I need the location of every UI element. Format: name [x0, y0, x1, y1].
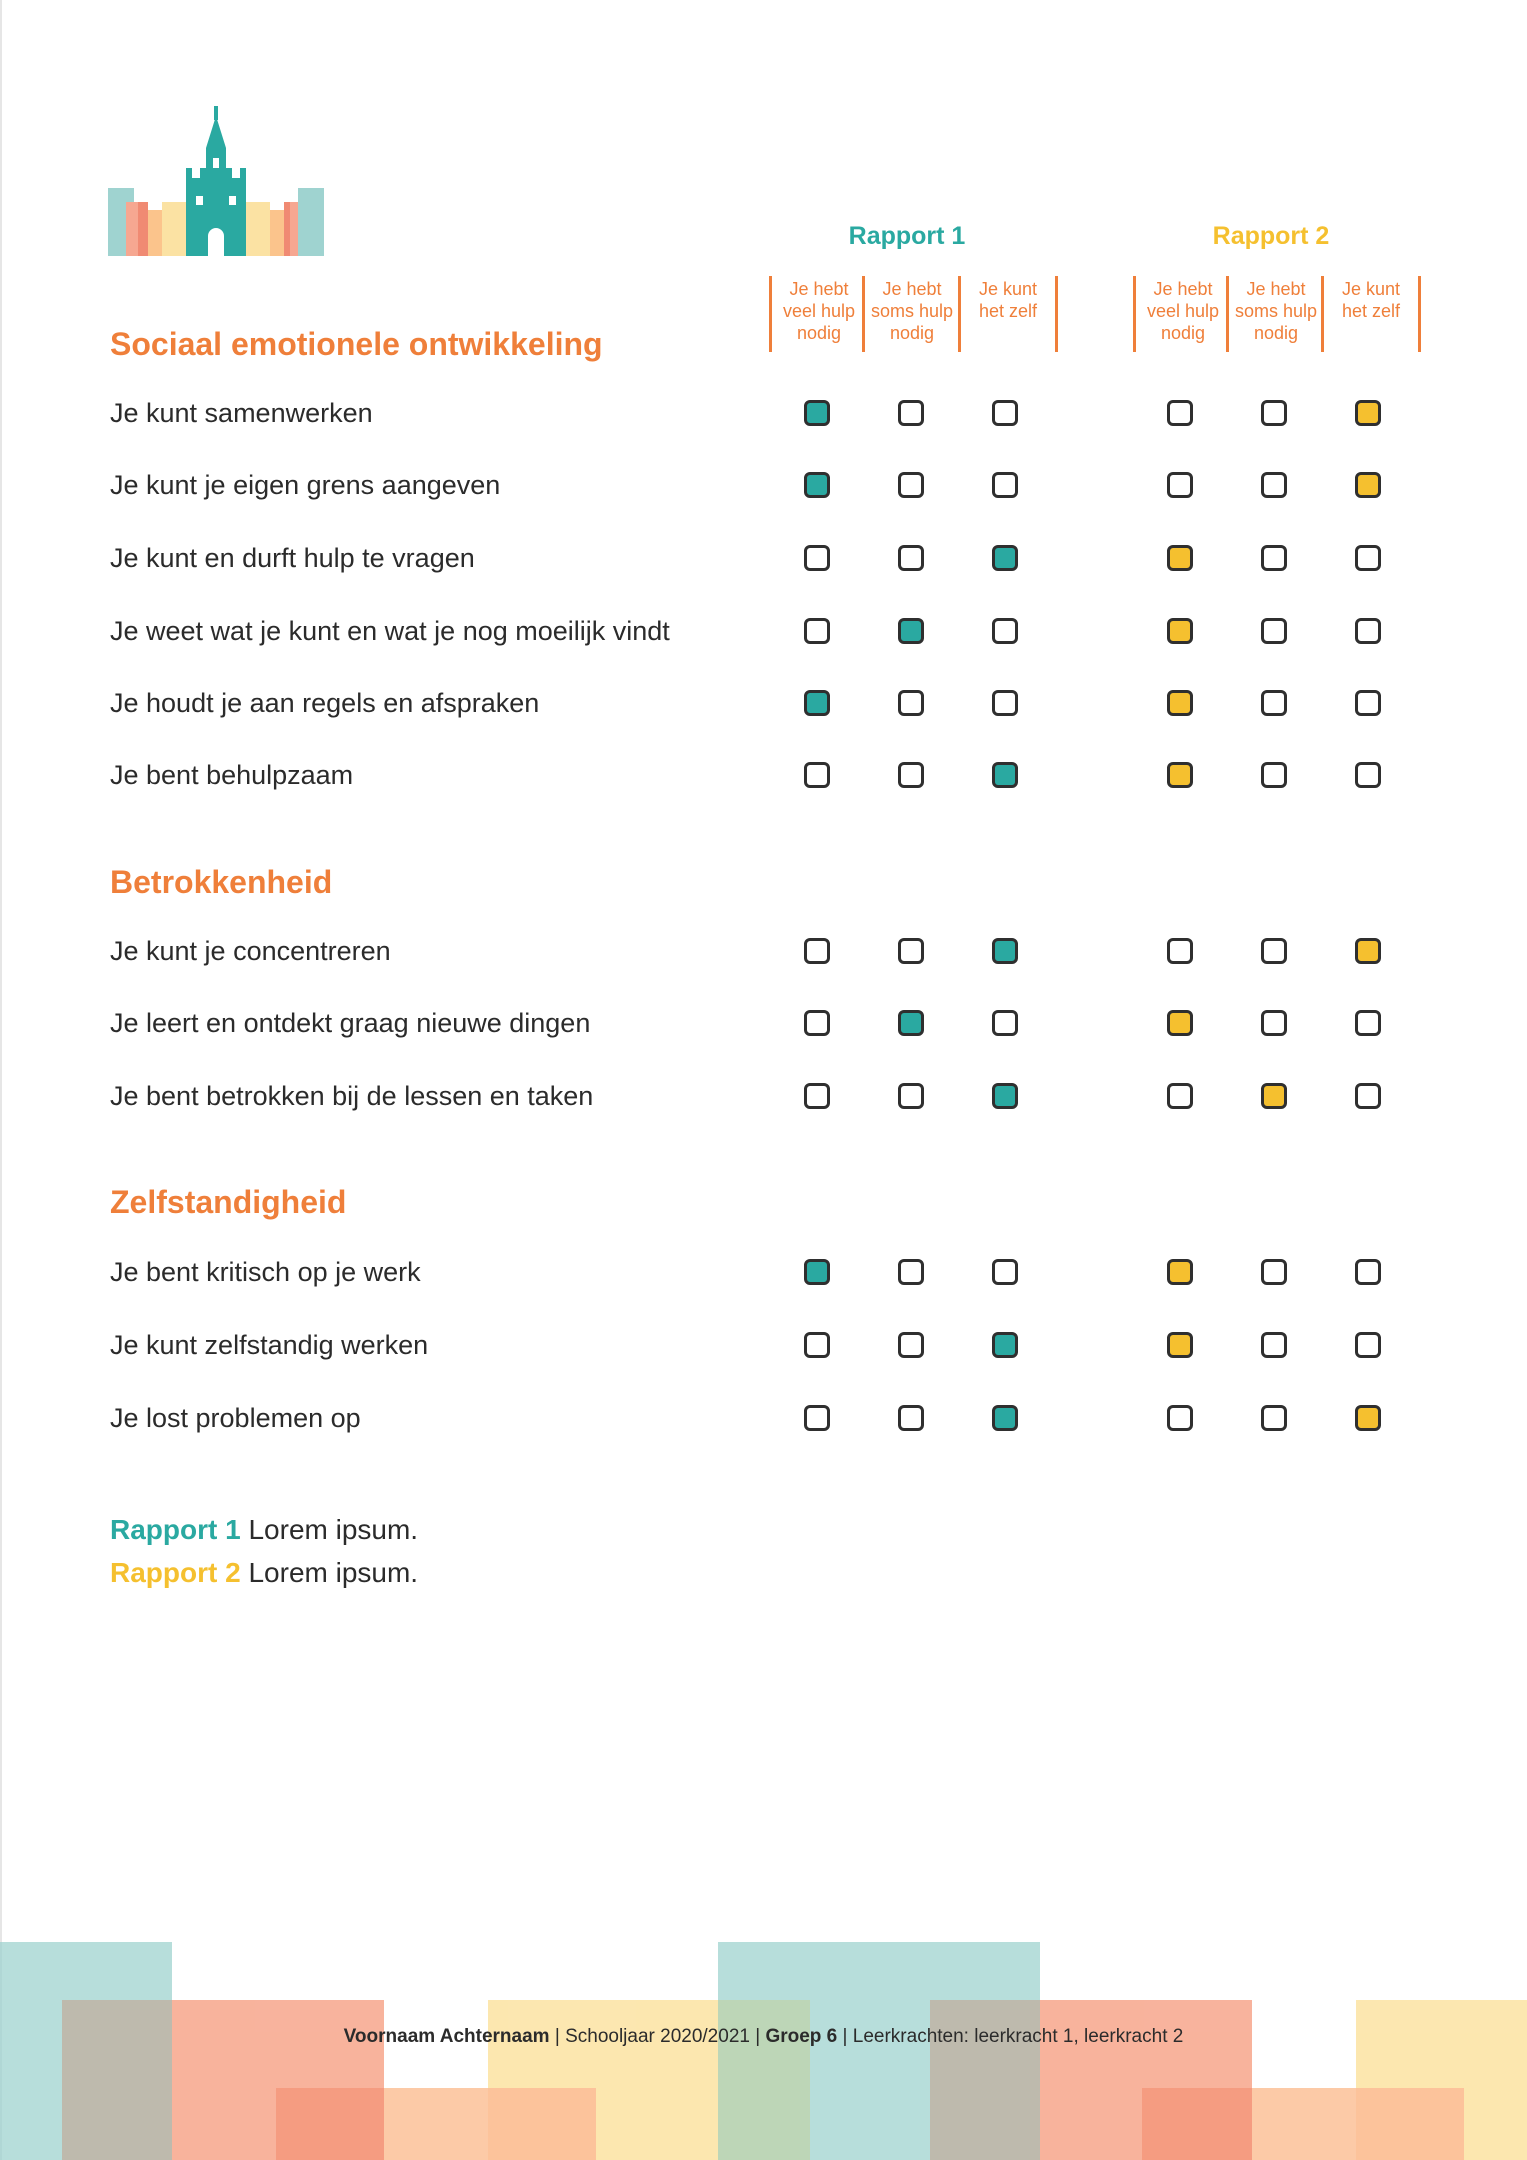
report-1-title: Rapport 1: [848, 222, 966, 250]
footer-separator: |: [749, 2026, 766, 2047]
checkbox-r1-col3-checked[interactable]: [992, 938, 1018, 964]
checkbox-r1-col2[interactable]: [898, 1259, 924, 1285]
checkbox-r1-col2[interactable]: [898, 545, 924, 571]
checkbox-r2-col1[interactable]: [1167, 1083, 1193, 1109]
checkbox-r2-col2[interactable]: [1261, 1010, 1287, 1036]
column-header-line: soms hulp: [1234, 301, 1318, 321]
checkbox-r1-col2[interactable]: [898, 1332, 924, 1358]
footer-separator: |: [549, 2026, 566, 2047]
column-header-line: nodig: [1253, 323, 1299, 343]
footer-group: Groep 6: [765, 2026, 838, 2047]
checkbox-r2-col1-checked[interactable]: [1167, 690, 1193, 716]
checkbox-r1-col2[interactable]: [898, 690, 924, 716]
checkbox-r2-col2[interactable]: [1261, 1332, 1287, 1358]
checkbox-r2-col3-checked[interactable]: [1355, 400, 1381, 426]
checkbox-r2-col2[interactable]: [1261, 762, 1287, 788]
criterion-label: Je bent betrokken bij de lessen en taken: [110, 1081, 594, 1111]
checkbox-r1-col3-checked[interactable]: [992, 1083, 1018, 1109]
checkbox-r1-col1[interactable]: [804, 1010, 830, 1036]
checkbox-r2-col3-checked[interactable]: [1355, 1405, 1381, 1431]
checkbox-r1-col1[interactable]: [804, 1083, 830, 1109]
checkbox-r1-col3-checked[interactable]: [992, 1405, 1018, 1431]
checkbox-r2-col1-checked[interactable]: [1167, 762, 1193, 788]
column-header-line: Je kunt: [1341, 279, 1401, 299]
column-header-line: Je kunt: [978, 279, 1038, 299]
checkbox-r1-col3-checked[interactable]: [992, 762, 1018, 788]
checkbox-r2-col3[interactable]: [1355, 1259, 1381, 1285]
footer-teachers: Leerkrachten: leerkracht 1, leerkracht 2: [852, 2026, 1184, 2047]
footer-separator: |: [837, 2026, 853, 2047]
section-title: Zelfstandigheid: [110, 1184, 347, 1220]
checkbox-r2-col3-checked[interactable]: [1355, 472, 1381, 498]
column-header-r2-1: [1133, 276, 1230, 352]
checkbox-r2-col3[interactable]: [1355, 690, 1381, 716]
checkbox-r2-col3[interactable]: [1355, 762, 1381, 788]
checkbox-r2-col2[interactable]: [1261, 1259, 1287, 1285]
checkbox-r1-col1[interactable]: [804, 618, 830, 644]
checkbox-r2-col1-checked[interactable]: [1167, 1332, 1193, 1358]
column-header-line: het zelf: [978, 301, 1038, 321]
report-2-title: Rapport 2: [1212, 222, 1330, 250]
checkbox-r2-col2[interactable]: [1261, 690, 1287, 716]
checkbox-r1-col1-checked[interactable]: [804, 690, 830, 716]
checkbox-r1-col1[interactable]: [804, 545, 830, 571]
checkbox-r1-col2[interactable]: [898, 1405, 924, 1431]
checkbox-r2-col3-checked[interactable]: [1355, 938, 1381, 964]
criterion-label: Je houdt je aan regels en afspraken: [110, 688, 540, 718]
column-header-line: Je hebt: [1246, 279, 1306, 299]
checkbox-r1-col3-checked[interactable]: [992, 1332, 1018, 1358]
column-header-line: Je hebt: [882, 279, 942, 299]
column-header-line: nodig: [796, 323, 842, 343]
column-header-r1-2: [862, 276, 959, 352]
footer-schoolyear: Schooljaar 2020/2021: [565, 2026, 750, 2047]
checkbox-r2-col1[interactable]: [1167, 1405, 1193, 1431]
checkbox-r2-col2-checked[interactable]: [1261, 1083, 1287, 1109]
checkbox-r1-col2[interactable]: [898, 762, 924, 788]
checkbox-r2-col2[interactable]: [1261, 545, 1287, 571]
page-edge: [0, 0, 2, 2160]
note-rapport-1: [110, 1514, 418, 1546]
checkbox-r2-col2[interactable]: [1261, 938, 1287, 964]
checkbox-r1-col3[interactable]: [992, 690, 1018, 716]
checkbox-r1-col1-checked[interactable]: [804, 1259, 830, 1285]
checkbox-r2-col1-checked[interactable]: [1167, 545, 1193, 571]
column-header-line: Je hebt: [1153, 279, 1213, 299]
checkbox-r1-col3[interactable]: [992, 1259, 1018, 1285]
note-key: Rapport 2: [110, 1557, 241, 1588]
checkbox-r1-col2-checked[interactable]: [898, 618, 924, 644]
checkbox-r1-col3[interactable]: [992, 400, 1018, 426]
column-header-r2-2: [1226, 276, 1323, 352]
checkbox-r2-col2[interactable]: [1261, 618, 1287, 644]
section-title: Sociaal emotionele ontwikkeling: [110, 326, 603, 362]
checkbox-r2-col2[interactable]: [1261, 472, 1287, 498]
section-title: Betrokkenheid: [110, 864, 333, 900]
checkbox-r1-col3[interactable]: [992, 472, 1018, 498]
column-header-r1-1: [769, 276, 866, 352]
footer-student-name: Voornaam Achternaam: [343, 2026, 550, 2047]
checkbox-r1-col2[interactable]: [898, 1083, 924, 1109]
footer-info: [0, 2026, 1527, 2048]
school-castle-logo: [108, 106, 324, 256]
note-text: Lorem ipsum.: [248, 1514, 419, 1545]
checkbox-r1-col1[interactable]: [804, 938, 830, 964]
criterion-label: Je kunt je eigen grens aangeven: [110, 470, 501, 500]
checkbox-r1-col2[interactable]: [898, 938, 924, 964]
checkbox-r2-col3[interactable]: [1355, 1332, 1381, 1358]
checkbox-r2-col1-checked[interactable]: [1167, 618, 1193, 644]
column-header-line: soms hulp: [870, 301, 954, 321]
column-header-line: nodig: [1160, 323, 1206, 343]
criterion-label: Je kunt samenwerken: [110, 398, 373, 428]
column-header-r2-3: [1321, 276, 1421, 352]
note-rapport-2: [110, 1557, 418, 1589]
checkbox-r1-col1-checked[interactable]: [804, 400, 830, 426]
criterion-label: Je bent kritisch op je werk: [110, 1257, 421, 1287]
checkbox-r1-col1[interactable]: [804, 1405, 830, 1431]
criterion-label: Je kunt en durft hulp te vragen: [110, 543, 475, 573]
checkbox-r1-col3[interactable]: [992, 1010, 1018, 1036]
checkbox-r1-col1[interactable]: [804, 762, 830, 788]
column-header-line: veel hulp: [782, 301, 856, 321]
checkbox-r2-col1[interactable]: [1167, 938, 1193, 964]
column-header-r1-3: [958, 276, 1058, 352]
checkbox-r2-col1-checked[interactable]: [1167, 1259, 1193, 1285]
column-header-line: veel hulp: [1146, 301, 1220, 321]
checkbox-r2-col2[interactable]: [1261, 1405, 1287, 1431]
checkbox-r1-col1-checked[interactable]: [804, 472, 830, 498]
checkbox-r2-col3[interactable]: [1355, 1010, 1381, 1036]
checkbox-r2-col1[interactable]: [1167, 472, 1193, 498]
checkbox-r2-col3[interactable]: [1355, 545, 1381, 571]
criterion-label: Je lost problemen op: [110, 1403, 361, 1433]
note-text: Lorem ipsum.: [248, 1557, 419, 1588]
column-header-line: nodig: [889, 323, 935, 343]
criterion-label: Je kunt je concentreren: [110, 936, 391, 966]
checkbox-r1-col3-checked[interactable]: [992, 545, 1018, 571]
checkbox-r1-col1[interactable]: [804, 1332, 830, 1358]
note-key: Rapport 1: [110, 1514, 241, 1545]
checkbox-r2-col1-checked[interactable]: [1167, 1010, 1193, 1036]
checkbox-r1-col3[interactable]: [992, 618, 1018, 644]
criterion-label: Je bent behulpzaam: [110, 760, 354, 790]
checkbox-r2-col3[interactable]: [1355, 1083, 1381, 1109]
checkbox-r1-col2[interactable]: [898, 400, 924, 426]
criterion-label: Je kunt zelfstandig werken: [110, 1330, 429, 1360]
criterion-label: Je weet wat je kunt en wat je nog moeilijk vindt: [110, 616, 670, 646]
checkbox-r2-col1[interactable]: [1167, 400, 1193, 426]
checkbox-r2-col2[interactable]: [1261, 400, 1287, 426]
column-header-line: Je hebt: [789, 279, 849, 299]
checkbox-r1-col2-checked[interactable]: [898, 1010, 924, 1036]
footer-decoration: [0, 1942, 1527, 2160]
checkbox-r2-col3[interactable]: [1355, 618, 1381, 644]
criterion-label: Je leert en ontdekt graag nieuwe dingen: [110, 1008, 591, 1038]
column-header-line: het zelf: [1341, 301, 1401, 321]
checkbox-r1-col2[interactable]: [898, 472, 924, 498]
